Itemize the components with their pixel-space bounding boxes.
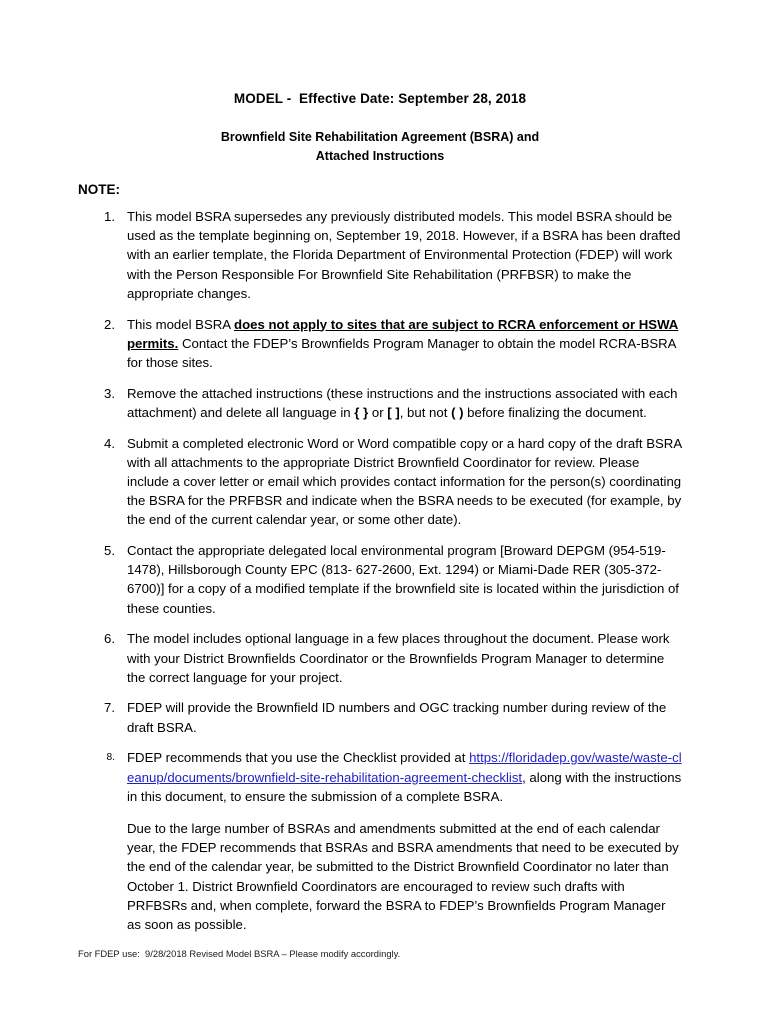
square-bracket-symbol: [ ] (387, 404, 400, 420)
page-title: MODEL - Effective Date: September 28, 2018 (233, 91, 527, 106)
list-item-marker: 1. (104, 209, 115, 224)
list-item-marker: 5. (104, 543, 115, 559)
list-item (78, 629, 682, 687)
item8-lead: FDEP recommends that you use the Checklist provided at (127, 750, 470, 766)
list-item-text: Submit a completed electronic Word or Word compatible copy or a hard copy of the draft BSRA with all attachments to the appropriate District Brownfield Coordinator for review. Please include a cover letter or email which provides contact information for the person(s) coordinating the BSRA for the PRFBSR and indicate when the BSRA needs to be executed (for example, by the end of the current calendar year, or some other date). (127, 435, 682, 528)
page-footer: For FDEP use: 9/28/2018 Revised Model BSRA – Please modify accordingly. (78, 948, 401, 959)
list-item-text (127, 748, 682, 806)
item8-tail: , along with the instructions in this document, to ensure the submission of a complete BSRA. (127, 769, 682, 804)
curly-brace-symbol: { } (354, 404, 369, 420)
item3-part-1: Remove the attached instructions (these instructions and the instructions associated with each attachment) and delete all language in (127, 385, 678, 420)
list-item-text (127, 384, 682, 422)
item3-part-4: before finalizing the document. (463, 404, 647, 420)
item2-lead: This model BSRA (127, 316, 235, 332)
document-subtitle-block (78, 128, 682, 166)
list-item (78, 434, 682, 530)
note-label: NOTE: (78, 182, 120, 197)
document-subtitle-line-1: Brownfield Site Rehabilitation Agreement (BSRA) and (220, 130, 540, 144)
note-list (78, 207, 682, 946)
list-item (78, 384, 682, 422)
list-item-marker: 3. (104, 385, 115, 401)
checklist-link[interactable]: https://floridadep.gov/waste/waste-cleanup/documents/brownfield-site-rehabilitation-agreement-checklist (127, 750, 682, 785)
item2-emphasis-secondary: to sites that are subject to RCRA enforcement or HSWA permits. (127, 316, 679, 351)
list-item-text (127, 315, 682, 373)
list-item-marker: 2. (104, 316, 115, 332)
list-item-marker: 4. (104, 435, 115, 451)
document-title-block (78, 90, 682, 108)
list-item (78, 315, 682, 373)
list-item (78, 698, 682, 736)
item3-part-3: , but not (399, 404, 452, 420)
item3-part-2: or (368, 404, 388, 420)
list-item-text: Contact the appropriate delegated local environmental program [Broward DEPGM (954-519-1478), Hillsborough County EPC (813- 627-2600, Ext. 1294) or Miami-Dade RER (305-372-6700)] for a copy of a modified template if the brownfield site is located within the jurisdiction of these counties. (127, 543, 679, 616)
list-item (78, 541, 682, 618)
list-item-text: The model includes optional language in a few places throughout the document. Please work with your District Brownfields Coordinator or the Brownfields Program Manager to determine the correct language for your project. (127, 631, 670, 685)
list-item (78, 748, 682, 934)
parenthesis-symbol: ( ) (451, 404, 464, 420)
item8-paragraph-2: Due to the large number of BSRAs and amendments submitted at the end of each calendar year, the FDEP recommends that BSRAs and BSRA amendments that need to be executed by the end of the calendar year, be submitted to the District Brownfield Coordinator no later than October 1. District Brownfield Coordinators are encouraged to review such drafts with PRFBSRs and, when complete, forward the BSRA to FDEP’s Brownfields Program Manager as soon as possible. (127, 820, 679, 932)
item2-tail: Contact the FDEP’s Brownfields Program Manager to obtain the model RCRA-BSRA for those sites. (127, 335, 676, 370)
list-item (78, 207, 682, 303)
list-item-text: This model BSRA supersedes any previously distributed models. This model BSRA should be used as the template beginning on, September 19, 2018. However, if a BSRA has been drafted with an earlier template, the Florida Department of Environmental Protection (FDEP) will work with the Person Responsible For Brownfield Site Rehabilitation (PRFBSR) to make the appropriate changes. (127, 209, 681, 301)
list-item-marker: 7. (104, 700, 115, 716)
item2-emphasis-primary: does not apply (234, 316, 328, 332)
list-item-marker: 8. (106, 752, 115, 764)
document-subtitle-line-2: Attached Instructions (315, 148, 445, 163)
list-item-text: FDEP will provide the Brownfield ID numbers and OGC tracking number during review of the draft BSRA. (127, 700, 667, 735)
list-item-marker: 6. (104, 631, 115, 647)
